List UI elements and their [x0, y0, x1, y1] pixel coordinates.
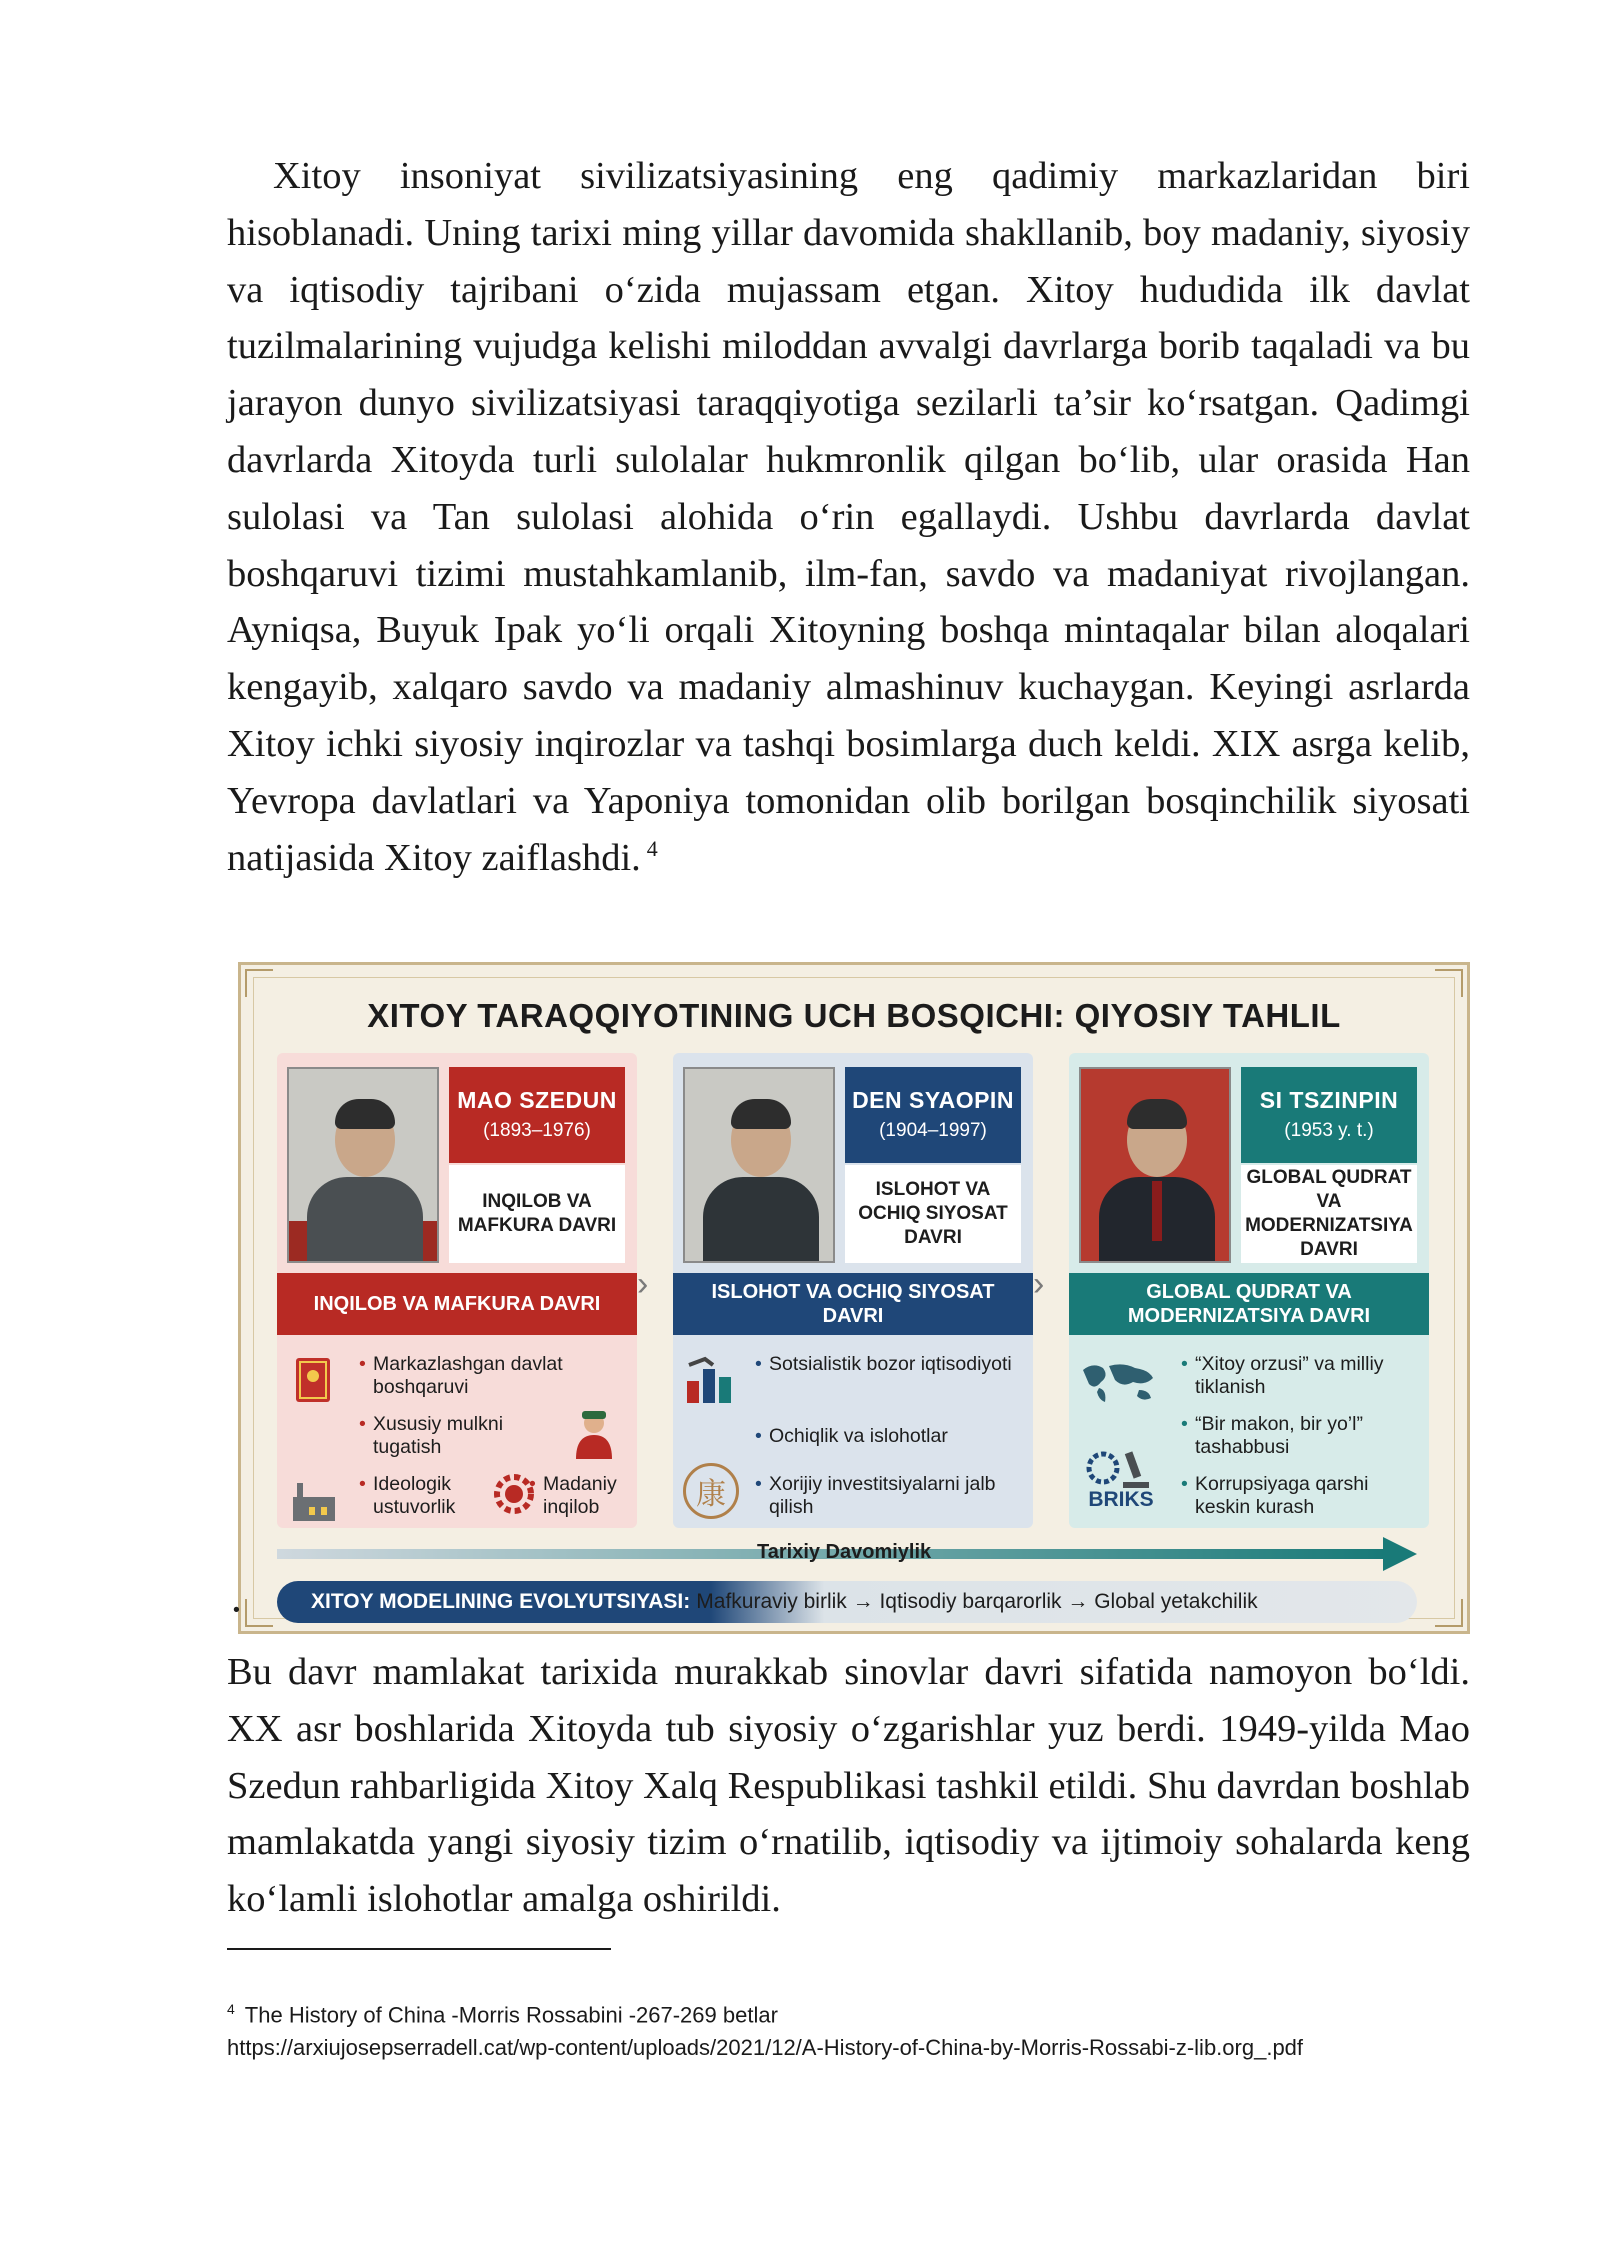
- red-book-icon: [287, 1353, 341, 1407]
- leader-name: SI TSZINPIN: [1259, 1087, 1399, 1113]
- era-bar: ISLOHOT VA OCHIQ SIYOSAT DAVRI: [673, 1273, 1033, 1335]
- ornament-corner-icon: [1435, 1599, 1463, 1627]
- bullet-item: • “Bir makon, bir yo’l” tashabbusi: [1195, 1413, 1421, 1459]
- bullet-item: • Xususiy mulkni tugatish: [373, 1413, 543, 1459]
- factory-icon: [287, 1473, 341, 1527]
- arrow-right-icon: [1383, 1537, 1417, 1571]
- footnote-divider: [227, 1948, 611, 1950]
- footnote-citation: [227, 1993, 1527, 2031]
- portrait-xi-image: [1079, 1067, 1231, 1263]
- bullet-list: [277, 1345, 637, 1528]
- footnote: [227, 1993, 1527, 2064]
- era-bar: GLOBAL QUDRAT VA MODERNIZATSIYA DAVRI: [1069, 1273, 1429, 1335]
- connector-arrow-icon: ›: [637, 1265, 649, 1303]
- timeline-label: Tarixiy Davomiylik: [757, 1541, 932, 1563]
- world-map-icon: [1079, 1355, 1159, 1409]
- leader-name: DEN SYAOPIN: [852, 1087, 1014, 1113]
- bullet-item: • Madaniy inqilob: [543, 1473, 633, 1519]
- leader-years: (1893–1976): [483, 1120, 591, 1141]
- bullet-item: • Korrupsiyaga qarshi keskin kurash: [1195, 1473, 1421, 1519]
- bullet-item: • Ideologik ustuvorlik: [373, 1473, 483, 1519]
- bullet-item: • Xorijiy investitsiyalarni jalb qilish: [769, 1473, 1019, 1519]
- leader-years: (1953 y. t.): [1284, 1120, 1374, 1141]
- briks-logo: BRIKS: [1088, 1488, 1154, 1511]
- stage-column-mao: [277, 1053, 637, 1528]
- ornament-corner-icon: [1435, 969, 1463, 997]
- footnote-url-link[interactable]: https://arxiujosepserradell.cat/wp-content/uploads/2021/12/A-History-of-China-by-Morris-Rossabi-z-lib.org_.pdf: [227, 2035, 1304, 2061]
- bullet-list: [1069, 1345, 1429, 1528]
- leader-years: (1904–1997): [879, 1120, 987, 1141]
- infographic: [238, 962, 1470, 1634]
- coin-emblem-icon: 康: [683, 1463, 739, 1519]
- stage-column-deng: [673, 1053, 1033, 1528]
- bullet-item: • “Xitoy orzusi” va milliy tiklanish: [1195, 1353, 1421, 1399]
- footnote-reference[interactable]: 4: [646, 835, 658, 861]
- body-paragraph-2: Bu davr mamlakat tarixida murakkab sinovlar davri sifatida namoyon bo‘ldi. XX asr boshlarida Xitoyda tub siyosiy o‘zgarishlar yuz berdi. 1949-yilda Mao Szedun rahbarligida Xitoy Xalq Respublikasi tashkil etildi. Shu davrdan boshlab mamlakatda yangi siyosiy tizim o‘rnatilib, iqtisodiy va ijtimoiy sohalarda keng ko‘lamli islohotlar amalga oshirildi.: [227, 1651, 1470, 1921]
- bullet-item: • Ochiqlik va islohotlar: [769, 1425, 1019, 1448]
- portrait-mao-image: [287, 1067, 439, 1263]
- paragraph-1-text: Xitoy insoniyat sivilizatsiyasining eng qadimiy markazlaridan biri hisoblanadi. Uning tarixi ming yillar davomida shakllanib, boy madaniy, siyosiy va iqtisodiy tajribani o‘zida mujassam etgan. Xitoy hududida ilk davlat tuzilmalarining vujudga kelishi miloddan avvalgi davrlarga borib taqaladi va bu jarayon dunyo sivilizatsiyasi taraqqiyotiga sezilarli ta’sir ko‘rsatgan. Qadimgi davrlarda Xitoyda turli sulolalar hukmronlik qilgan bo‘lib, ular orasida Han sulolasi va Tan sulolasi alohida o‘rin egallaydi. Ushbu davrlarda davlat boshqaruvi tizimi mustahkamlanib, ilm-fan, savdo va madaniyat rivojlangan. Ayniqsa, Buyuk Ipak yo‘li orqali Xitoyning boshqa mintaqalar bilan aloqalari kengayib, xalqaro savdo va madaniy almashinuv kuchaygan. Keyingi asrlarda Xitoy ichki siyosiy inqirozlar va tashqi bosimlarga duch keldi. XIX asrga kelib, Yevropa davlatlari va Yaponiya tomonidan olib borilgan bosqinchilik siyosati natijasida Xitoy zaiflashdi.: [227, 155, 1470, 879]
- body-paragraph-1: [227, 148, 1470, 886]
- footnote-number: 4: [227, 2001, 235, 2017]
- leader-name-box: [449, 1067, 625, 1163]
- stage-subtitle: INQILOB VA MAFKURA DAVRI: [449, 1165, 625, 1263]
- worker-figure-icon: [567, 1407, 621, 1461]
- bullet-item: • Markazlashgan davlat boshqaruvi: [373, 1353, 623, 1399]
- evolution-key: XITOY MODELINING EVOLYUTSIYASI:: [311, 1590, 691, 1613]
- bullet-list: [673, 1345, 1033, 1528]
- era-bar: INQILOB VA MAFKURA DAVRI: [277, 1273, 637, 1335]
- ornament-corner-icon: [245, 1599, 273, 1627]
- leader-name: MAO SZEDUN: [457, 1087, 617, 1113]
- stage-subtitle: GLOBAL QUDRAT VA MODERNIZATSIYA DAVRI: [1241, 1165, 1417, 1263]
- infographic-title: XITOY TARAQQIYOTINING UCH BOSQICHI: QIYOSIY TAHLIL: [367, 997, 1341, 1034]
- handshake-city-icon: [683, 1351, 737, 1405]
- portrait-deng-image: [683, 1067, 835, 1263]
- footnote-text: The History of China -Morris Rossabini -267-269 betlar: [244, 2002, 778, 2028]
- evolution-banner: [277, 1581, 1417, 1623]
- evolution-value: Mafkuraviy birlik → Iqtisodiy barqarorlik → Global yetakchilik: [696, 1590, 1258, 1613]
- bullet-item: • Sotsialistik bozor iqtisodiyoti: [769, 1353, 1019, 1376]
- leader-name-box: [845, 1067, 1021, 1163]
- leader-name-box: [1241, 1067, 1417, 1163]
- stage-column-xi: [1069, 1053, 1429, 1528]
- stage-subtitle: ISLOHOT VA OCHIQ SIYOSAT DAVRI: [845, 1165, 1021, 1263]
- connector-arrow-icon: ›: [1033, 1265, 1045, 1303]
- ornament-corner-icon: [245, 969, 273, 997]
- timeline-arrow: [277, 1537, 1417, 1571]
